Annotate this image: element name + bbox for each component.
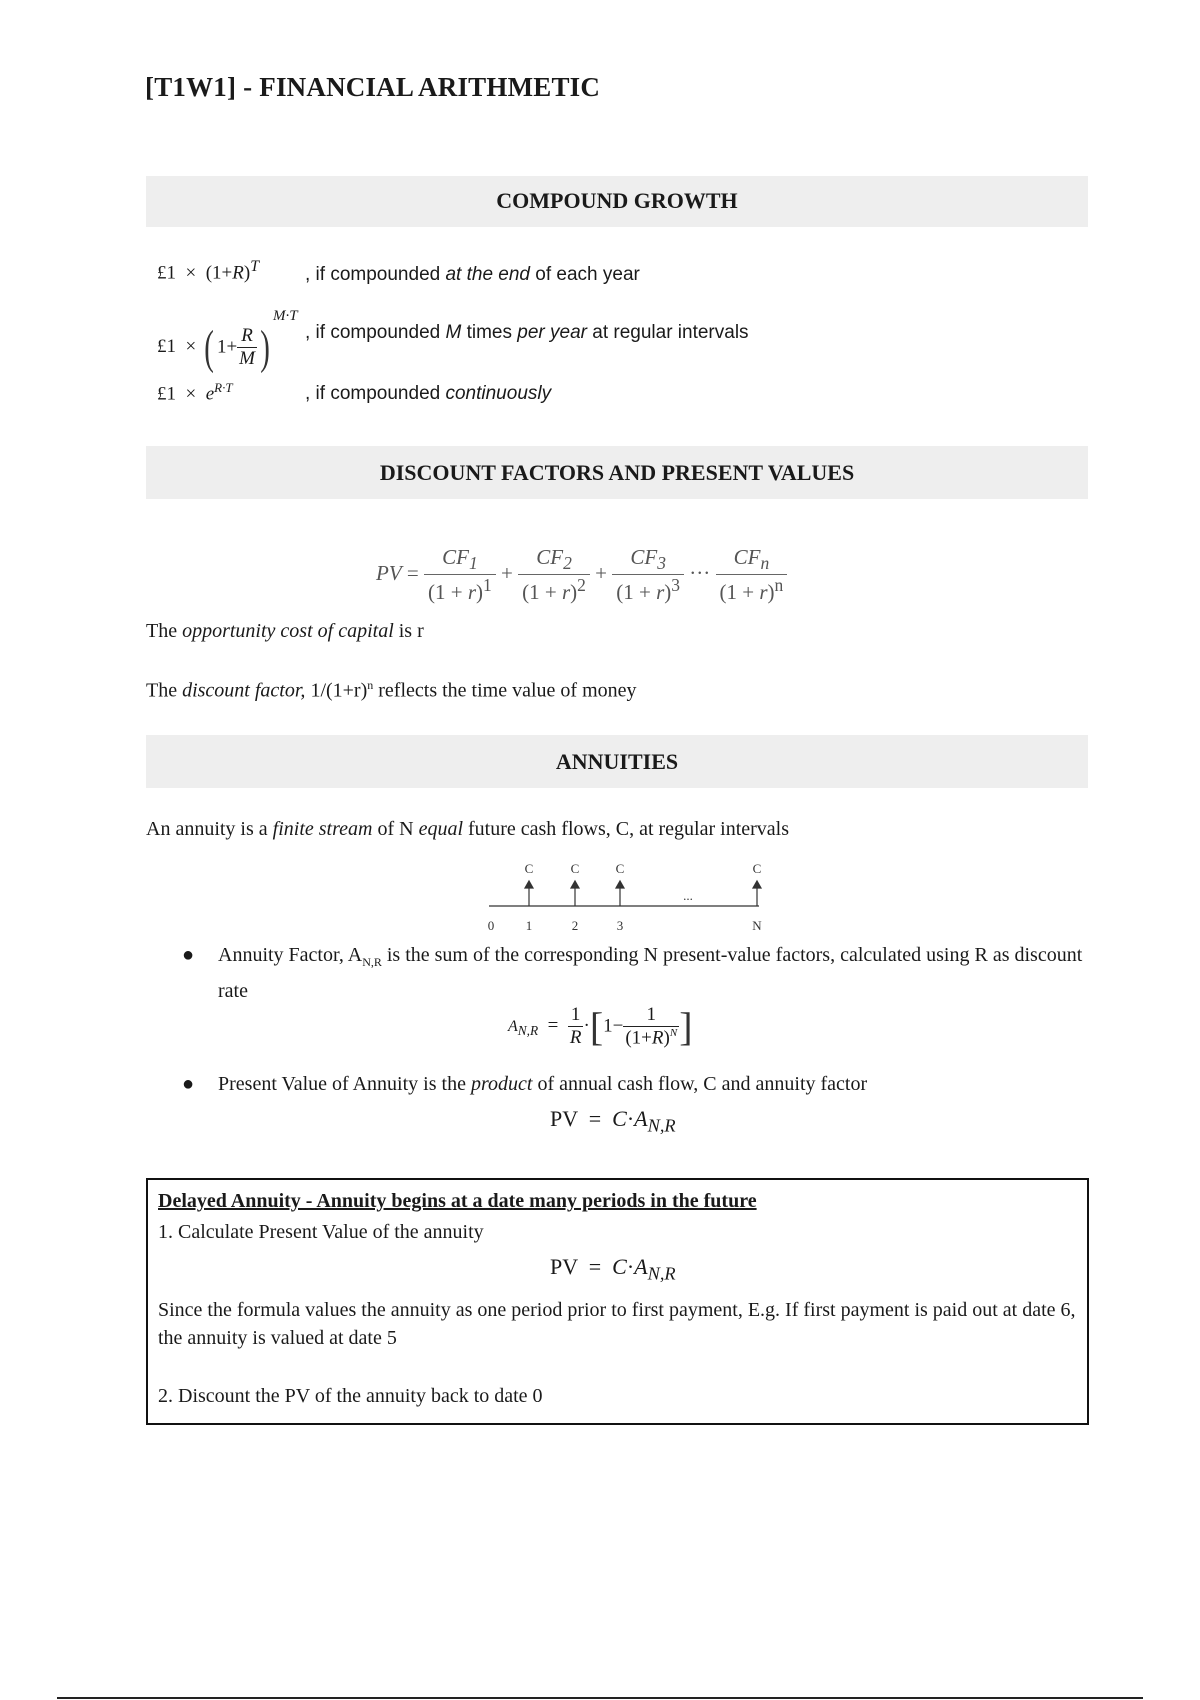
section-header-discount-factors: DISCOUNT FACTORS AND PRESENT VALUES xyxy=(146,446,1088,499)
cashflow-arrowhead xyxy=(753,881,761,888)
delayed-annuity-box xyxy=(146,1178,1089,1425)
page-title: [T1W1] - FINANCIAL ARITHMETIC xyxy=(145,72,601,102)
section-header-annuities: ANNUITIES xyxy=(146,735,1088,788)
delayed-annuity-title: Delayed Annuity - Annuity begins at a date many periods in the future xyxy=(158,1190,757,1212)
timeline-tick: 0 xyxy=(487,918,495,933)
pv-annuity-formula: PV = $C\cdot A_{N,R}$ xyxy=(550,1106,676,1136)
delayed-pv-formula: PV = $C\cdot A_{N,R}$ xyxy=(550,1254,676,1284)
annuity-factor-formula: $A_{N,R}$ = $\frac{1}{R}$ ·[1− $\frac{1}{(1+R)^N}$ ] xyxy=(508,1003,693,1049)
delayed-step1: 1. Calculate Present Value of the annuity xyxy=(158,1221,484,1243)
formula-continuous: £1 × $e^{R\cdot T}$ xyxy=(157,380,233,405)
bullet-dot: ● xyxy=(182,1073,195,1095)
timeline-tick: 3 xyxy=(616,918,624,933)
note-annual: , if compounded at the end of each year xyxy=(305,264,640,285)
annuity-intro: An annuity is a finite stream of N equal future cash flows, C, at regular intervals xyxy=(146,818,790,840)
timeline-label-c: C xyxy=(615,861,625,876)
timeline-label-c: C xyxy=(752,861,762,876)
pv-formula: PV = $\frac{CF_1}{(1 + r)^1}$ + $\frac{CF_2}{(1 + r)^2}$ + $\frac{CF_3}{(1 + r)^3}$ ··· $\frac{CF_n}{(1 + r)^n}$ xyxy=(376,545,787,605)
formula-m-times: £1 × ( 1+ $\frac{R}{M}$ )$^{M\cdot T}$ xyxy=(157,308,298,374)
formula-annual: £1 × $(1+R)^T$ xyxy=(157,258,260,284)
bullet-pv-annuity: Present Value of Annuity is the product of annual cash flow, C and annuity factor xyxy=(218,1073,868,1095)
timeline-tick: 1 xyxy=(525,918,533,933)
timeline-ellipsis: ... xyxy=(683,888,693,903)
cashflow-arrowhead xyxy=(571,881,579,888)
note-continuous: , if compounded continuously xyxy=(305,383,552,404)
cashflow-arrowhead xyxy=(525,881,533,888)
discount-factor-line: The discount factor, $1/(1+r)^n$ reflects the time value of money xyxy=(146,678,637,702)
timeline-tick: N xyxy=(752,918,762,933)
timeline-label-c: C xyxy=(524,861,534,876)
timeline-label-c: C xyxy=(570,861,580,876)
delayed-explanation: Since the formula values the annuity as one period prior to first payment, E.g. If first payment is paid out at date 6, the annuity is valued at date 5 xyxy=(158,1299,1076,1349)
bullet-dot: ● xyxy=(182,944,195,966)
section-header-compound-growth: COMPOUND GROWTH xyxy=(146,176,1088,227)
delayed-step2: 2. Discount the PV of the annuity back to date 0 xyxy=(158,1385,543,1407)
annuity-timeline xyxy=(483,858,783,938)
footer-rule xyxy=(57,1697,1143,1699)
cashflow-arrowhead xyxy=(616,881,624,888)
opportunity-cost-line: The opportunity cost of capital is r xyxy=(146,620,424,642)
timeline-tick: 2 xyxy=(571,918,579,933)
bullet-annuity-factor: Annuity Factor, $A_{N,R}$ is the sum of the corresponding N present-value factors, calculated using R as discount rate xyxy=(218,944,1083,1002)
note-m-times: , if compounded M times per year at regular intervals xyxy=(305,322,749,343)
